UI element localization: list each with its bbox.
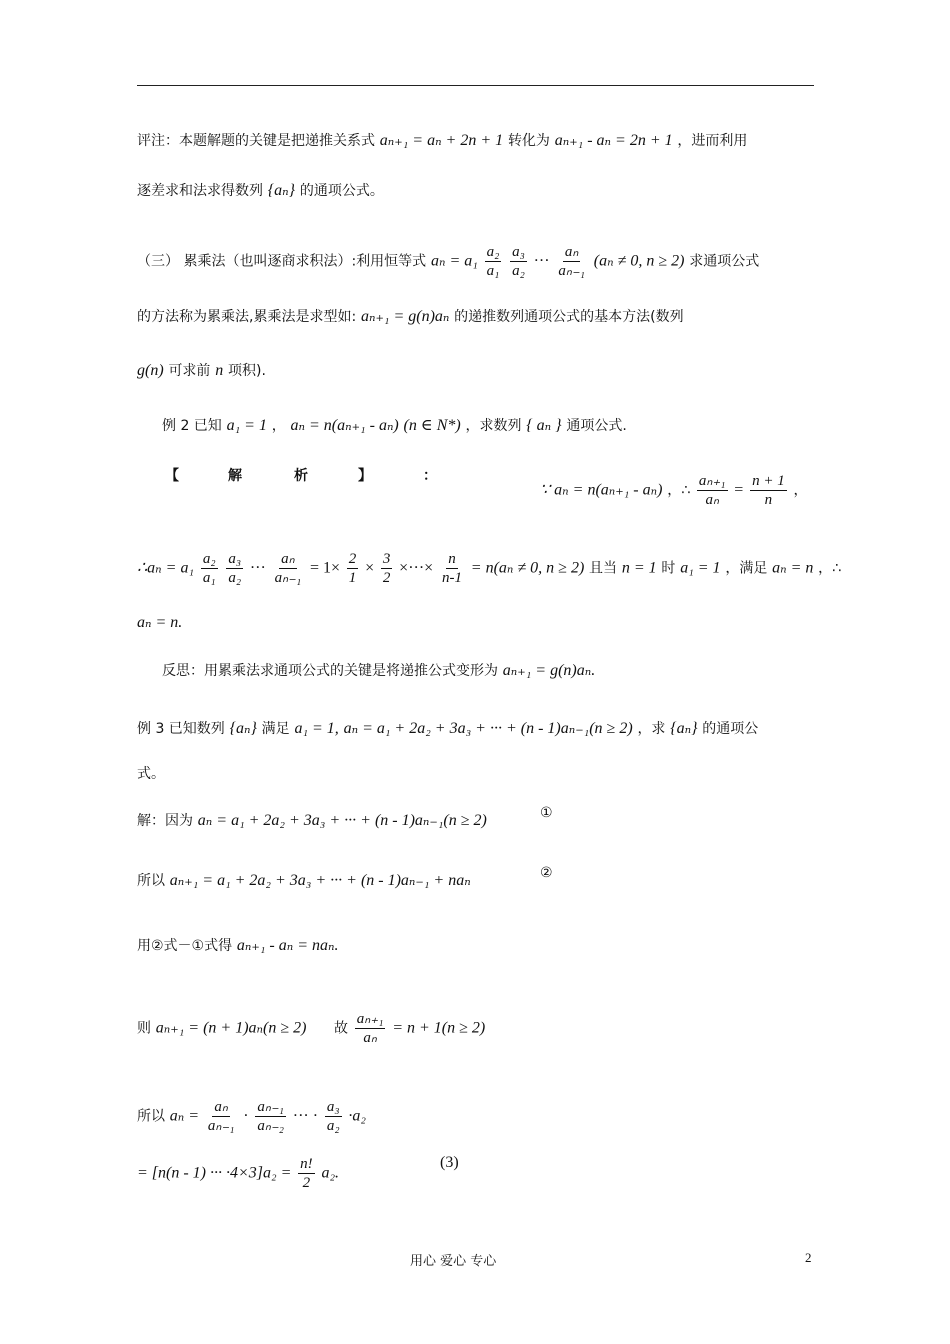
step-3 [137, 935, 338, 956]
times: × [365, 559, 375, 577]
solution-char-2: 析 [294, 468, 308, 484]
text: 用②式－①式得 [137, 938, 233, 954]
solution-formula [540, 472, 808, 509]
fraction [201, 550, 218, 587]
text: （三） 累乘法（也叫逐商求积法）:利用恒等式 [137, 253, 427, 270]
text: 转化为 [507, 133, 550, 149]
text: 通项公式. [566, 418, 627, 434]
numerator: aₙ [281, 551, 295, 567]
denominator: n [764, 492, 773, 508]
formula: ∴aₙ = a₁ [137, 559, 195, 577]
formula: aₙ₊₁ - aₙ = naₙ. [236, 937, 339, 954]
equation-tag: (3) [440, 1154, 459, 1171]
fraction [226, 550, 243, 587]
text: ，∴ [818, 560, 842, 577]
denominator: aₙ₋₁ [274, 570, 302, 586]
formula: aₙ₊₁ - aₙ = 2n + 1 [554, 132, 673, 149]
text: 反思：用累乘法求通项公式的关键是将递推公式变形为 [162, 663, 498, 679]
text: 评注：本题解题的关键是把递推关系式 [137, 133, 375, 149]
solution-bracket-open: 【 [165, 468, 179, 484]
fraction [206, 1098, 237, 1135]
numerator: aₙ₊₁ [356, 1011, 384, 1027]
denominator: a₂ [512, 263, 525, 279]
fraction [485, 243, 502, 280]
formula: aₙ₊₁ = (n + 1)aₙ(n ≥ 2) [155, 1019, 307, 1037]
step-5 [137, 1098, 366, 1135]
dots: ··· [533, 252, 550, 270]
fraction [298, 1155, 315, 1192]
fraction [325, 1098, 342, 1135]
equals: = 1× [309, 559, 341, 577]
formula: aₙ₊₁ = g(n)aₙ. [502, 662, 596, 679]
formula: ∵ aₙ = n(aₙ₊₁ - aₙ) [540, 481, 663, 499]
step-4 [137, 1010, 485, 1047]
denominator: a₁ [202, 570, 216, 586]
text: 的通项公 [702, 721, 759, 737]
mark-1: ① [540, 805, 553, 821]
formula: {aₙ} [267, 182, 296, 199]
numerator: a₂ [486, 244, 500, 260]
denominator: a₂ [228, 570, 242, 586]
denominator: aₙ [705, 492, 719, 508]
numerator: n! [300, 1156, 313, 1172]
text: ，∴ [667, 482, 691, 499]
formula: aₙ₊₁ = aₙ + 2n + 1 [379, 132, 504, 149]
fraction [440, 550, 464, 587]
formula: aₙ = [169, 1107, 200, 1125]
text: ，满足 [725, 560, 768, 577]
formula: aₙ₊₁ = g(n)aₙ [360, 308, 450, 325]
example-2 [162, 415, 627, 436]
fraction [510, 243, 527, 280]
numerator: a₃ [512, 244, 525, 260]
formula: = [n(n - 1) ··· ·4×3]a₂ = [137, 1164, 292, 1182]
formula: aₙ = a₁ [430, 252, 478, 270]
fraction [750, 472, 787, 509]
numerator: n [448, 551, 456, 567]
formula: (aₙ ≠ 0, n ≥ 2) [593, 252, 685, 270]
text: 则 [137, 1020, 151, 1037]
text: ，求 [637, 721, 666, 737]
denominator: 2 [302, 1175, 311, 1191]
solution-char-1: 解 [228, 468, 242, 484]
text: ，进而利用 [677, 133, 748, 149]
text: 项积). [228, 363, 266, 379]
numerator: 3 [382, 551, 391, 567]
text: 可求前 [168, 363, 211, 379]
formula: g(n) [137, 362, 164, 379]
text: 所以 [137, 873, 165, 889]
fraction [556, 243, 587, 280]
formula: a₁ = 1, [294, 720, 339, 737]
formula: = n + 1(n ≥ 2) [392, 1019, 486, 1037]
formula: {aₙ} [229, 720, 257, 737]
example-3-cont [137, 763, 165, 784]
text: 所以 [137, 1108, 165, 1125]
numerator: a₂ [202, 551, 216, 567]
formula: aₙ = a₁ + 2a₂ + 3a₃ + ··· + (n - 1)aₙ₋₁(n ≥ 2) [343, 720, 633, 737]
numerator: a₃ [326, 1099, 340, 1115]
method-line-1 [137, 243, 759, 280]
text: 的通项公式。 [299, 183, 384, 199]
text: 满足 [261, 721, 290, 737]
numerator: n + 1 [752, 473, 785, 489]
formula: aₙ = n. [137, 614, 183, 631]
method-line-2 [137, 306, 684, 327]
solution-product-line [137, 550, 841, 587]
denominator: 2 [382, 570, 391, 586]
formula: a₁ = 1 [680, 559, 721, 577]
denominator: 1 [348, 570, 357, 586]
solution-bracket-close: 】 [358, 468, 372, 484]
text: 的递推数列通项公式的基本方法(数列 [454, 309, 684, 325]
text: 的方法称为累乘法,累乘法是求型如: [137, 309, 357, 325]
numerator: aₙ₋₁ [257, 1099, 284, 1115]
denominator: aₙ₋₁ [558, 263, 585, 279]
text: 且当 [589, 560, 618, 577]
dots: ··· · [292, 1107, 319, 1125]
header-rule [137, 85, 814, 86]
text: 例 2 已知 [162, 418, 222, 434]
fraction [355, 1010, 386, 1047]
denominator: aₙ₋₂ [257, 1118, 284, 1134]
numerator: aₙ [214, 1099, 228, 1115]
denominator: a₁ [486, 263, 500, 279]
solution-colon: ： [423, 468, 437, 484]
denominator: a₂ [326, 1118, 340, 1134]
formula: a₁ = 1 [226, 417, 267, 434]
example-3 [137, 718, 758, 739]
dots: ··· [249, 559, 266, 577]
denominator: aₙ [363, 1030, 377, 1046]
text: ， [793, 482, 808, 499]
text: 解：因为 [137, 813, 193, 829]
page-number: 2 [805, 1250, 812, 1265]
text: 时 [661, 560, 676, 577]
step-2 [137, 870, 471, 891]
formula: n = 1 [621, 559, 657, 577]
numerator: 2 [348, 551, 357, 567]
solution-result [137, 612, 182, 633]
text: 式。 [137, 766, 165, 782]
text: 故 [334, 1020, 349, 1037]
formula: aₙ = n(aₙ₊₁ - aₙ) [290, 417, 399, 434]
times: ×···× [399, 559, 434, 577]
dot: · [243, 1107, 249, 1125]
denominator: aₙ₋₁ [207, 1118, 235, 1134]
formula: a₂. [321, 1164, 340, 1182]
step-6 [137, 1155, 339, 1192]
formula: (n ∈ N*) [403, 417, 461, 434]
formula: aₙ₊₁ = a₁ + 2a₂ + 3a₃ + ··· + (n - 1)aₙ₋₁ + naₙ [169, 872, 471, 889]
text: 例 3 已知数列 [137, 721, 225, 737]
denominator: n-1 [441, 570, 462, 586]
fraction [255, 1098, 286, 1135]
fraction [347, 550, 359, 587]
text: ，求数列 [465, 418, 522, 434]
numerator: aₙ₊₁ [698, 473, 726, 489]
formula: { aₙ } [526, 417, 562, 434]
equals: = [734, 481, 744, 499]
numerator: a₃ [228, 551, 242, 567]
formula: {aₙ} [670, 720, 698, 737]
formula: = n(aₙ ≠ 0, n ≥ 2) [470, 559, 585, 577]
numerator: aₙ [564, 244, 579, 260]
fraction [273, 550, 304, 587]
remark-line-2 [137, 180, 384, 201]
formula: ·a₂ [348, 1107, 366, 1125]
remark-line-1 [137, 130, 747, 151]
text: ， [271, 418, 286, 434]
text: 逐差求和法求得数列 [137, 183, 263, 199]
fraction [381, 550, 393, 587]
formula: aₙ = n [772, 559, 814, 577]
formula: n [215, 362, 224, 379]
mark-2: ② [540, 865, 553, 881]
step-1 [137, 810, 487, 831]
footer-slogan: 用心 爱心 专心 [410, 1254, 497, 1269]
method-line-3 [137, 360, 266, 381]
text: 求通项公式 [689, 253, 760, 270]
formula: aₙ = a₁ + 2a₂ + 3a₃ + ··· + (n - 1)aₙ₋₁(n ≥ 2) [197, 812, 487, 829]
fraction [697, 472, 728, 509]
reflection [162, 660, 595, 681]
